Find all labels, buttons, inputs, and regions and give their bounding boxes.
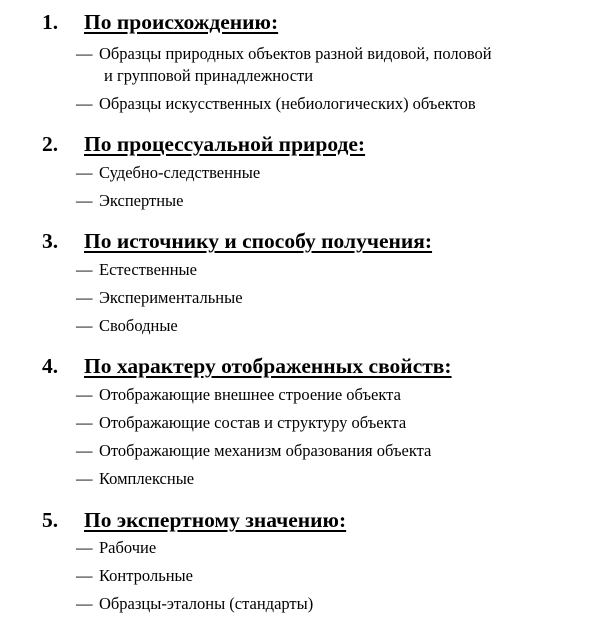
section-title: По характеру отображенных свойств: (84, 354, 452, 378)
list-item (76, 90, 596, 118)
dash: — (76, 594, 93, 613)
dash: — (76, 94, 93, 113)
item-text: Отображающие состав и структуру объекта (99, 413, 407, 432)
section-title: По источнику и способу получения: (84, 229, 433, 253)
list-item (76, 409, 596, 437)
item-text: Отображающие внешнее строение объекта (99, 385, 401, 404)
list-item (76, 187, 596, 215)
item-continuation: и групповой принадлежности (104, 66, 314, 85)
section-number: 3. (42, 229, 59, 253)
item-text: Контрольные (99, 566, 193, 585)
list-item (76, 381, 596, 409)
list-item (76, 437, 596, 465)
list-item (76, 159, 596, 187)
list-item (76, 284, 596, 312)
dash: — (76, 538, 93, 557)
dash: — (76, 316, 93, 335)
section-number: 1. (42, 10, 59, 34)
list-item (76, 312, 596, 340)
item-text: Отображающие механизм образования объекта (99, 441, 432, 460)
section-title: По экспертному значению: (84, 508, 347, 532)
section-number: 2. (42, 132, 59, 156)
dash: — (76, 441, 93, 460)
list-item (76, 465, 596, 493)
item-text: Образцы искусственных (небиологических) объектов (99, 94, 476, 113)
item-text: Экспериментальные (99, 288, 243, 307)
dash: — (76, 44, 93, 63)
item-text: Комплексные (99, 469, 195, 488)
list-item (76, 256, 596, 284)
item-text: Естественные (99, 260, 197, 279)
dash: — (76, 191, 93, 210)
section-title: По происхождению: (84, 10, 279, 34)
item-text: Образцы-эталоны (стандарты) (99, 594, 314, 613)
dash: — (76, 469, 93, 488)
item-text: Свободные (99, 316, 178, 335)
item-text: Судебно-следственные (99, 163, 261, 182)
list-item (76, 590, 596, 618)
item-text: Экспертные (99, 191, 184, 210)
dash: — (76, 566, 93, 585)
section-title: По процессуальной природе: (84, 132, 366, 156)
dash: — (76, 288, 93, 307)
list-item (76, 562, 596, 590)
item-text: Образцы природных объектов разной видовой, половой (99, 44, 492, 63)
dash: — (76, 260, 93, 279)
item-text: Рабочие (99, 538, 157, 557)
dash: — (76, 385, 93, 404)
dash: — (76, 413, 93, 432)
section-number: 5. (42, 508, 59, 532)
list-item (76, 534, 596, 562)
dash: — (76, 163, 93, 182)
section-number: 4. (42, 354, 59, 378)
